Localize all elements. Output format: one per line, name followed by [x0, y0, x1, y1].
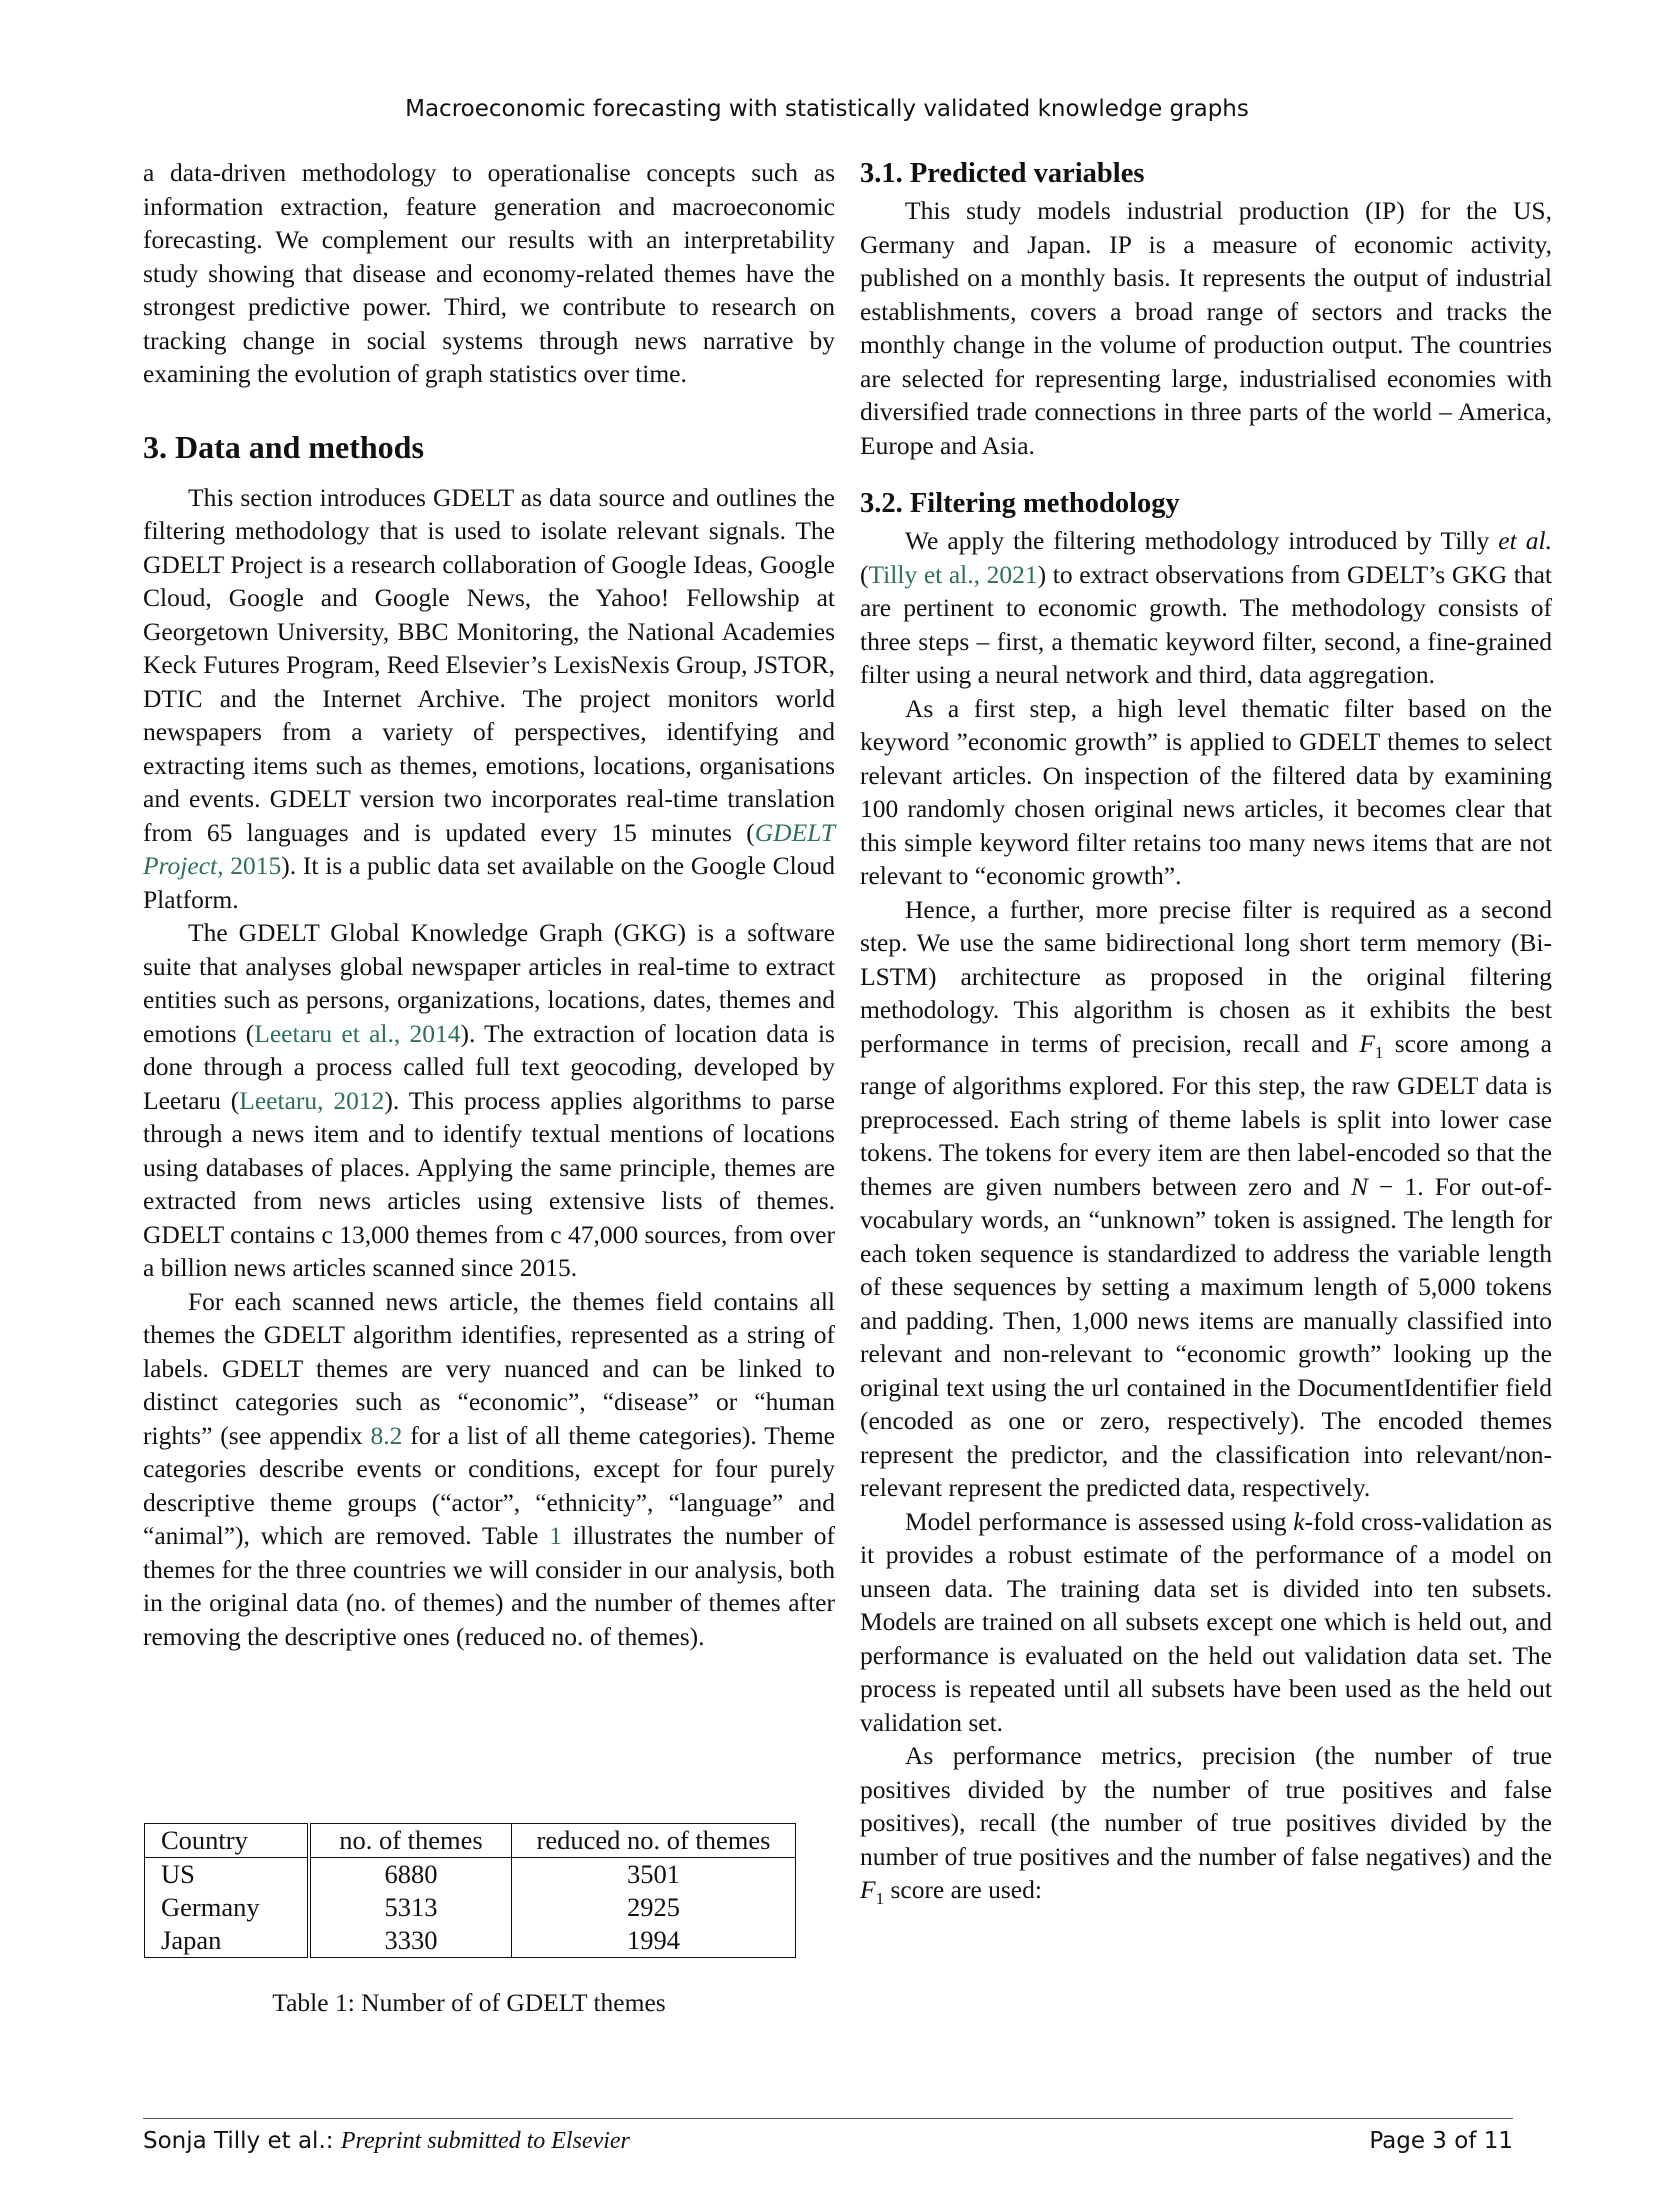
cell-themes: 5313: [309, 1891, 512, 1924]
citation-leetaru-2012[interactable]: Leetaru, 2012: [239, 1085, 385, 1115]
citation-gdelt-project[interactable]: GDELT Project: [143, 817, 835, 880]
filtering-intro-paragraph: [860, 524, 1552, 692]
cell-country: Japan: [145, 1924, 310, 1958]
footer-authors: [143, 2128, 630, 2155]
header-reduced-themes: reduced no. of themes: [512, 1824, 796, 1858]
cross-validation-paragraph: [860, 1505, 1552, 1740]
table-ref-link[interactable]: 1: [549, 1521, 562, 1550]
keyword-filter-paragraph: [860, 692, 1552, 893]
footer-authors-text: Sonja Tilly et al.:: [143, 2128, 341, 2154]
p3-text-c: illustrates the number of themes for the three countries we will consider in our analysis, both in the original data (no. of themes) and the number of themes after removing the descriptive ones (reduced no. of themes).: [143, 1521, 835, 1651]
metrics-paragraph: [860, 1739, 1552, 1916]
p2-text-c: ). This process applies algorithms to parse through a news item and to identify textual mentions of locations using databases of places. Applying the same principle, themes are extracted from news articles using extensive lists of themes. GDELT contains c 13,000 themes from c 47,000 sources, from over a billion news articles scanned since 2015.: [143, 1085, 835, 1282]
p3-text-a: For each scanned news article, the themes field contains all themes the GDELT algorithm identifies, represented as a string of labels. GDELT themes are very nuanced and can be linked to distinct categories such as “economic”, “disease” or “human rights” (see appendix: [143, 1286, 835, 1450]
cell-themes: 3330: [309, 1924, 512, 1958]
f1-subscript-2: 1: [875, 1889, 885, 1909]
s2p3-text-b: score among a range of algorithms explored. For this step, the raw GDELT data is preprocessed. Each string of theme labels is split into lower case tokens. The tokens for every item are then label-encoded so that the themes are given numbers between zero and: [860, 1028, 1552, 1201]
cell-reduced: 2925: [627, 1892, 680, 1922]
header-country: Country: [145, 1824, 310, 1858]
p3-text-b: for a list of all theme categories). Theme categories describe events or conditions, except for four purely descriptive theme groups (“actor”, “ethnicity”, “language” and “animal”), which are removed. Table: [143, 1420, 835, 1550]
p2-text-b: ). The extraction of location data is done through a process called full text geocoding, developed by Leetaru (: [143, 1018, 835, 1115]
s2p4-text-b: -fold cross-validation as it provides a robust estimate of the performance of a model on unseen data. The training data set is divided into ten subsets. Models are trained on all subsets except one which is held out, and performance is evaluated on the held out validation data set. The process is repeated until all subsets have been used as the held out validation set.: [860, 1506, 1552, 1737]
cell-reduced: 1994: [627, 1925, 680, 1955]
header-no-themes: no. of themes: [309, 1824, 512, 1858]
s2p1-text-a: We apply the filtering methodology introduced by Tilly: [905, 526, 1499, 555]
s2p1-text-c: ) to extract observations from GDELT’s GKG that are pertinent to economic growth. The methodology consists of three steps – first, a thematic keyword filter, second, a fine-grained filter using a neural network and third, data aggregation.: [860, 559, 1552, 689]
table-row: [145, 1891, 796, 1924]
s2p5-text-a: As performance metrics, precision (the number of true positives divided by the number of true positives and false positives), recall (the number of true positives divided by the number of true positives and the number of false negatives) and the: [860, 1741, 1552, 1871]
intro-text: a data-driven methodology to operationalise concepts such as information extraction, feature generation and macroeconomic forecasting. We complement our results with an interpretability study showing that disease and economy-related themes have the strongest predictive power. Third, we contribute to research on tracking change in social systems through news narrative by examining the evolution of graph statistics over time.: [143, 158, 835, 388]
citation-gdelt-year[interactable]: 2015: [230, 851, 282, 880]
p1-text-a: This section introduces GDELT as data source and outlines the filtering methodology that is used to isolate relevant signals. The GDELT Project is a research collaboration of Google Ideas, Google Cloud, Google and Google News, the Yahoo! Fellowship at Georgetown University, BBC Monitoring, the National Academies Keck Futures Program, Reed Elsevier’s LexisNexis Group, JSTOR, DTIC and the Internet Archive. The project monitors world newspapers from a variety of perspectives, identifying and extracting items such as themes, emotions, locations, organisations and events. GDELT version two incorporates real-time translation from 65 languages and is updated every 15 minutes (: [143, 482, 835, 847]
themes-table-block: [143, 1823, 803, 2018]
themes-table: [144, 1823, 796, 1958]
table-row: [145, 1858, 796, 1892]
predicted-variables-paragraph: [860, 194, 1552, 462]
p1-text-b: ). It is a public data set available on the Google Cloud Platform.: [143, 851, 835, 914]
f1-symbol: F: [1359, 1028, 1375, 1058]
left-column: [143, 156, 835, 1653]
intro-paragraph: [143, 156, 835, 391]
cell-country: US: [145, 1858, 310, 1892]
s2p3-text-a: Hence, a further, more precise filter is required as a second step. We use the same bidirectional long short term memory (Bi-LSTM) architecture as proposed in the original filtering methodology. This algorithm is chosen as it exhibits the best performance in terms of precision, recall and: [860, 894, 1552, 1058]
table-row: [145, 1924, 796, 1958]
et-al-text: et al.: [1498, 526, 1552, 555]
themes-paragraph: [143, 1285, 835, 1654]
p2-text-a: The GDELT Global Knowledge Graph (GKG) is a software suite that analyses global newspaper articles in real-time to extract entities such as persons, organizations, locations, dates, themes and emotions (: [143, 918, 835, 1048]
table-header-row: [145, 1824, 796, 1858]
citation-tilly-2021[interactable]: Tilly et al., 2021: [868, 559, 1038, 589]
section-heading: 3. Data and methods: [143, 428, 424, 465]
s2p1-text-b: (: [860, 559, 869, 589]
s2p4-text-a: Model performance is assessed using: [905, 1506, 1294, 1536]
cell-themes: 6880: [309, 1858, 512, 1892]
cell-reduced: 3501: [627, 1859, 680, 1889]
footer-divider: [143, 2118, 1513, 2119]
citation-separator: ,: [217, 851, 231, 880]
footer-venue: Preprint submitted to Elsevier: [340, 2128, 630, 2154]
subsection-heading-predicted: 3.1. Predicted variables: [860, 158, 1145, 189]
k-symbol: k: [1293, 1506, 1305, 1536]
page-number: Page 3 of 11: [1369, 2128, 1513, 2154]
table-caption: Table 1: Number of of GDELT themes: [272, 1988, 666, 2017]
s2p3-text-c: − 1. For out-of-vocabulary words, an “unknown” token is assigned. The length for each token sequence is standardized to address the variable length of these sequences by setting a maximum length of 5,000 tokens and padding. Then, 1,000 news items are manually classified into relevant and non-relevant to “economic growth” looking up the original text using the url contained in the DocumentIdentifier field (encoded as one or zero, respectively). The encoded themes represent the predictor, and the classification into relevant/non-relevant represent the predicted data, respectively.: [860, 1171, 1552, 1503]
gkg-paragraph: [143, 916, 835, 1285]
n-symbol: N: [1350, 1171, 1368, 1201]
right-column: [860, 156, 1552, 1916]
cell-country: Germany: [145, 1891, 310, 1924]
f1-subscript: 1: [1374, 1042, 1384, 1062]
running-title: Macroeconomic forecasting with statistically validated knowledge graphs: [405, 96, 1249, 122]
appendix-ref-link[interactable]: 8.2: [370, 1420, 403, 1450]
bilstm-paragraph: [860, 893, 1552, 1505]
subsection-heading-filtering: 3.2. Filtering methodology: [860, 488, 1180, 519]
f1-symbol-2: F: [860, 1875, 876, 1905]
citation-leetaru-2014[interactable]: Leetaru et al., 2014: [254, 1018, 461, 1048]
s2p2-text: As a first step, a high level thematic filter based on the keyword ”economic growth” is applied to GDELT themes to select relevant articles. On inspection of the filtered data by examining 100 randomly chosen original news articles, it becomes clear that this simple keyword filter retains too many news items that are not relevant to “economic growth”.: [860, 693, 1552, 890]
s2p5-text-b: score are used:: [884, 1875, 1042, 1905]
gdelt-intro-paragraph: [143, 481, 835, 917]
s1-text: This study models industrial production (IP) for the US, Germany and Japan. IP is a measure of economic activity, published on a monthly basis. It represents the output of industrial establishments, covers a broad range of sectors and tracks the monthly change in the volume of production output. The countries are selected for representing large, industrialised economies with diversified trade connections in three parts of the world – America, Europe and Asia.: [860, 196, 1552, 460]
